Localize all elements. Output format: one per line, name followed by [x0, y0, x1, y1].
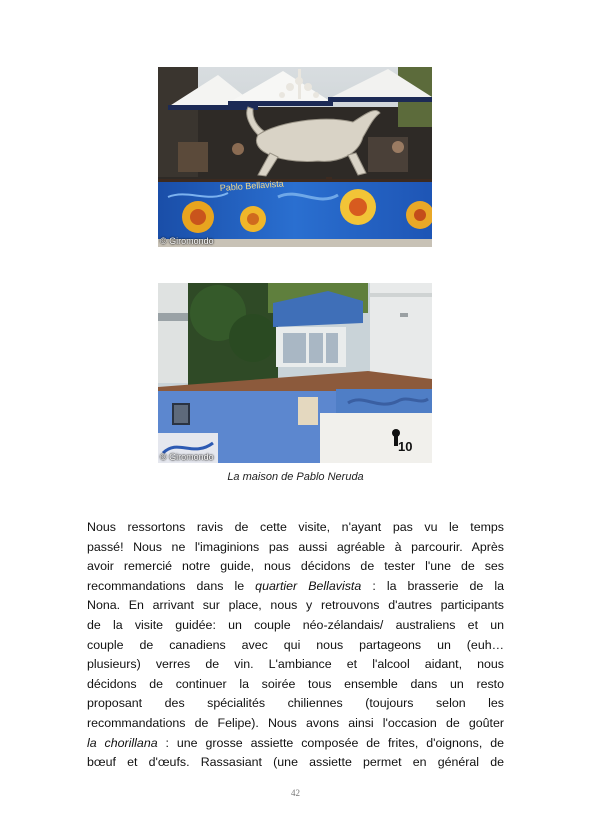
paragraph-line [87, 577, 504, 597]
italic-text-run: quartier Bellavista [255, 578, 362, 593]
photo-brasserie-illustration [158, 67, 432, 247]
text-run: décidons de continuer la soirée tous ensemble dans un resto [87, 676, 504, 691]
text-run: : une grosse assiette composée de frites, d'oignons, de [157, 735, 505, 750]
page-number: 42 [291, 788, 300, 798]
paragraph-line [87, 675, 504, 695]
photo-neruda-house-illustration [158, 283, 432, 463]
photo-watermark: © Giromondo [160, 236, 214, 246]
text-run: Nona. En arrivant sur place, nous y retrouvons d'autres participants [87, 598, 504, 613]
mosaic-sign-text: Pablo Bellavista [219, 178, 285, 193]
text-run: de la visite guidée: un couple néo-zélandais/ australiens et un [87, 617, 504, 632]
paragraph-line [87, 753, 504, 773]
photo-watermark: © Giromondo [160, 452, 214, 462]
text-run: Nous ressortons ravis de cette visite, n'ayant pas vu le temps [87, 520, 504, 534]
text-run: avoir remercié notre guide, nous décidons de tester l'une de ses [87, 559, 504, 574]
paragraph-line [87, 694, 504, 714]
text-run: recommandations de Felipe). Nous avons ainsi l'occasion de goûter [87, 715, 504, 730]
text-run: proposant des spécialités chiliennes (toujours selon les [87, 696, 504, 711]
paragraph-line [87, 714, 504, 734]
paragraph-line [87, 557, 504, 577]
photo-neruda-house [158, 283, 432, 463]
paragraph-line [87, 734, 504, 754]
text-run: plusieurs) verres de vin. L'ambiance et l'alcool aidant, nous [87, 657, 504, 672]
paragraph-line [87, 655, 504, 675]
photo-caption: La maison de Pablo Neruda [227, 471, 364, 483]
paragraph-line [87, 518, 504, 538]
text-run: passé! Nous ne l'imaginions pas aussi agréable à parcourir. Après [87, 539, 504, 554]
paragraph-line [87, 538, 504, 558]
text-run: recommandations dans le [87, 578, 256, 593]
photo-brasserie-terrace [158, 67, 432, 247]
italic-text-run: la chorillana [87, 735, 158, 750]
body-paragraph [87, 518, 504, 773]
paragraph-line [87, 596, 504, 616]
paragraph-line [87, 616, 504, 636]
text-run: bœuf et d'œufs. Rassasiant (une assiette permet en général de [87, 755, 504, 770]
text-run: couple de canadiens avec qui nous partageons un (euh… [87, 637, 504, 652]
graffiti-number: 10 [398, 439, 413, 454]
text-run: : la brasserie de la [361, 578, 505, 593]
paragraph-line [87, 636, 504, 656]
